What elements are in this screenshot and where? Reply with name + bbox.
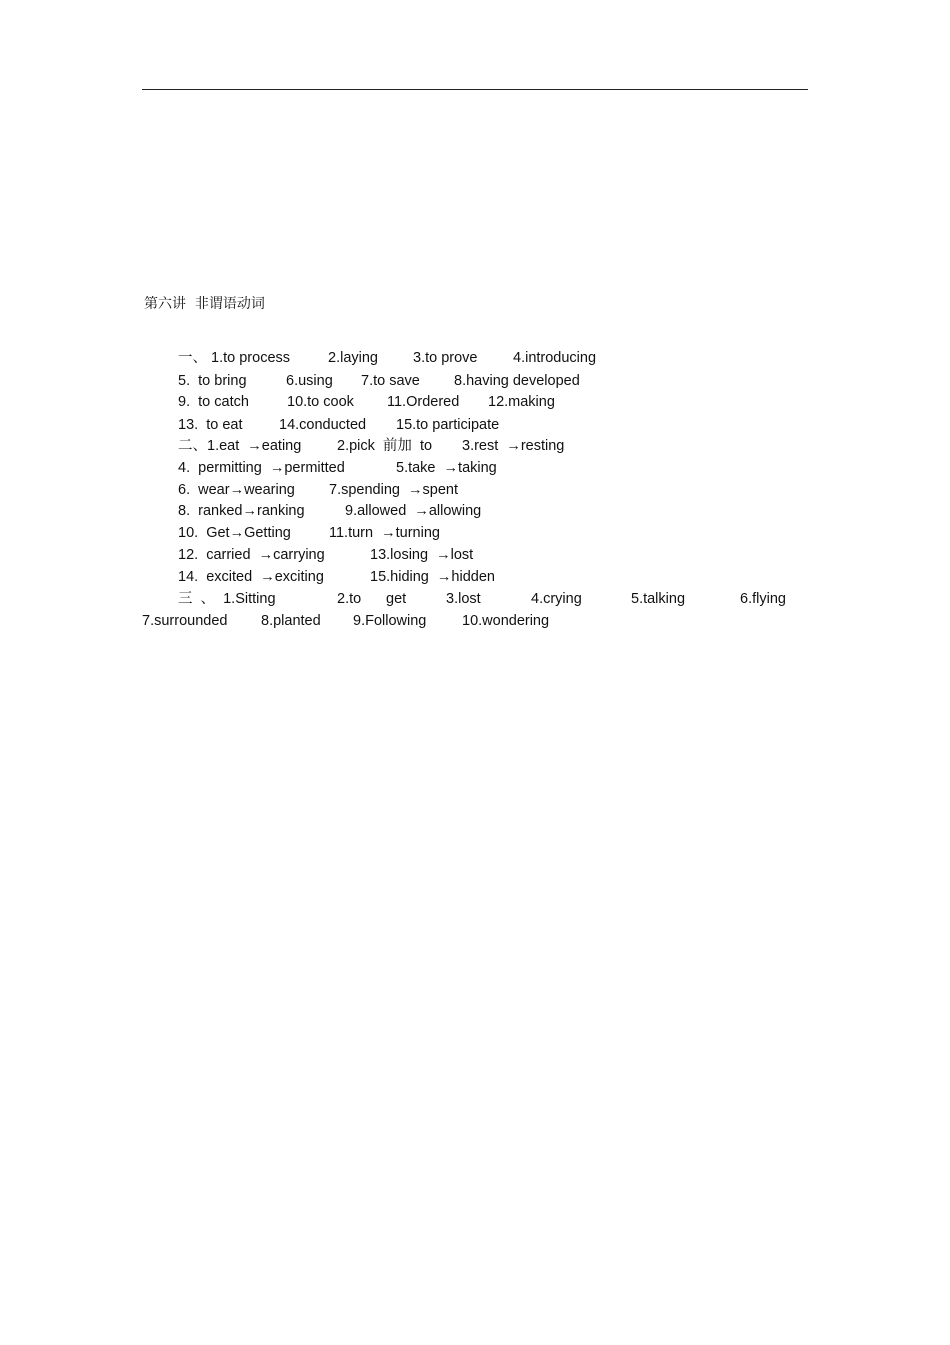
answer-line: [0, 416, 950, 434]
answer-item: 10.to cook: [287, 394, 354, 410]
answer-item: 11.Ordered: [387, 394, 460, 410]
answer-item: 2.laying: [328, 350, 378, 366]
answer-item: 14. excited →exciting: [178, 569, 324, 585]
answer-item: 5.talking: [631, 591, 686, 607]
answer-item: 10.wondering: [462, 613, 550, 629]
answer-line: [0, 568, 950, 586]
answer-item: 12. carried →carrying: [178, 547, 325, 563]
answer-line: [0, 372, 950, 390]
answer-item: 7.to save: [361, 373, 420, 389]
answer-item: get: [386, 591, 407, 607]
answer-item: 三 、 1.Sitting: [178, 591, 276, 607]
answer-item: 6.flying: [740, 591, 786, 607]
answer-item: 8. ranked→ranking: [178, 503, 305, 519]
answer-item: 4.crying: [531, 591, 582, 607]
answer-line: [0, 590, 950, 608]
answer-line: [0, 437, 950, 455]
answer-item: 3.to prove: [413, 350, 478, 366]
answer-line: [0, 524, 950, 542]
answer-line: [0, 502, 950, 520]
header-rule: [142, 89, 808, 90]
answer-item: 10. Get→Getting: [178, 525, 291, 541]
answer-item: 7.spending →spent: [329, 482, 458, 498]
answer-item: 12.making: [488, 394, 555, 410]
answer-item: 3.rest →resting: [462, 438, 565, 454]
answer-line: [0, 459, 950, 477]
answer-item: 一、 1.to process: [178, 350, 291, 366]
answer-line: [0, 612, 950, 630]
answer-item: 4.introducing: [513, 350, 597, 366]
answer-item: 6. wear→wearing: [178, 482, 295, 498]
answer-item: 二、1.eat →eating: [178, 438, 302, 454]
answer-item: 15.hiding →hidden: [370, 569, 495, 585]
answer-item: 9. to catch: [178, 394, 249, 410]
answer-item: 15.to participate: [396, 417, 500, 433]
answer-item: 6.using: [286, 373, 333, 389]
answer-item: 2.pick 前加 to: [337, 438, 433, 454]
answer-line: [0, 349, 950, 367]
answer-line: [0, 393, 950, 411]
answer-item: 9.allowed →allowing: [345, 503, 482, 519]
answer-item: 2.to: [337, 591, 362, 607]
answer-item: 7.surrounded: [142, 613, 228, 629]
answer-item: 4. permitting →permitted: [178, 460, 345, 476]
answer-item: 8.having developed: [454, 373, 580, 389]
answer-item: 5.take →taking: [396, 460, 497, 476]
answer-item: 9.Following: [353, 613, 427, 629]
answer-item: 11.turn →turning: [329, 525, 440, 541]
section-title: 第六讲 非谓语动词: [144, 296, 265, 312]
answer-item: 14.conducted: [279, 417, 367, 433]
answer-line: [0, 546, 950, 564]
answer-item: 5. to bring: [178, 373, 247, 389]
answer-item: 13. to eat: [178, 417, 243, 433]
answer-line: [0, 481, 950, 499]
answer-item: 8.planted: [261, 613, 321, 629]
answer-item: 13.losing →lost: [370, 547, 474, 563]
answer-item: 3.lost: [446, 591, 481, 607]
